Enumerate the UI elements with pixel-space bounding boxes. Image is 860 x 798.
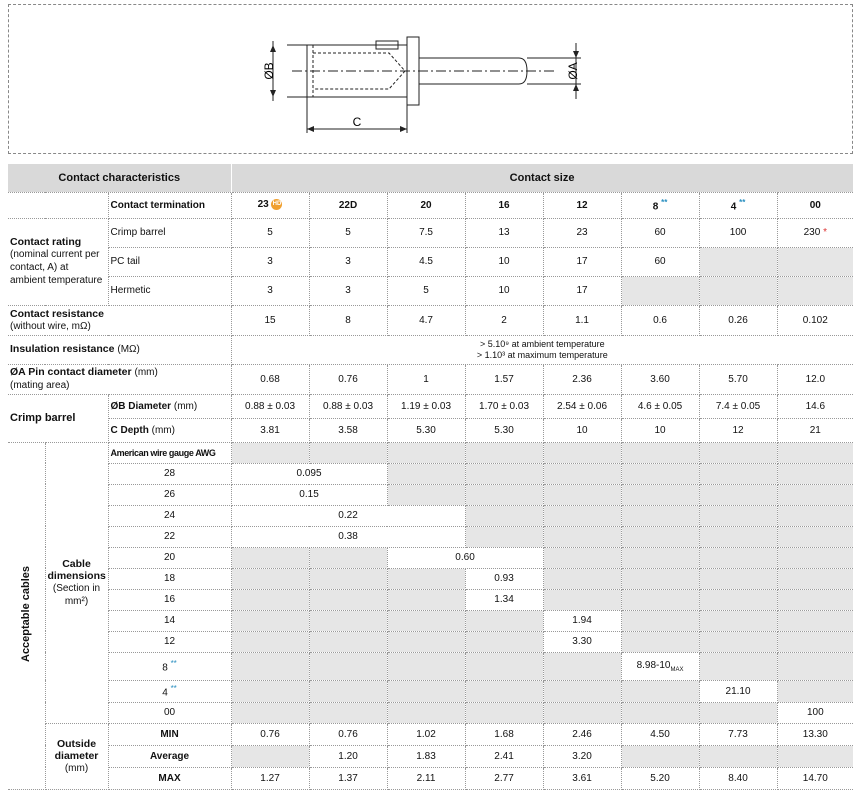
size-12: 12 — [543, 192, 621, 218]
empty-cell — [231, 589, 309, 610]
empty-cell — [777, 589, 853, 610]
empty-cell — [465, 610, 543, 631]
value-cell: 4.6 ± 0.05 — [621, 394, 699, 418]
empty-cell — [309, 547, 387, 568]
value-cell: 8 — [309, 305, 387, 335]
gauge-label: 00 — [108, 702, 231, 723]
value-cell: 15 — [231, 305, 309, 335]
value-cell: 3 — [309, 276, 387, 305]
gauge-label: 20 — [108, 547, 231, 568]
spec-table — [8, 164, 854, 790]
size-16: 16 — [465, 192, 543, 218]
empty-cell — [465, 442, 543, 463]
value-cell: 3.61 — [543, 767, 621, 789]
awg-row-8 — [8, 652, 853, 680]
value-cell: 14.70 — [777, 767, 853, 789]
empty-cell — [777, 276, 853, 305]
empty-cell — [621, 680, 699, 702]
empty-cell — [309, 442, 387, 463]
cable-dimensions-label: Cable dimensions (Section in mm²) — [45, 442, 108, 723]
value-cell: 3 — [231, 247, 309, 276]
empty-cell — [699, 702, 777, 723]
value-cell: 100 — [777, 702, 853, 723]
empty-cell — [543, 484, 621, 505]
rating-row-hermetic — [8, 276, 853, 305]
empty-cell — [699, 589, 777, 610]
double-star-icon: ** — [661, 197, 668, 207]
empty-cell — [465, 484, 543, 505]
resistance-label: Contact resistance (without wire, mΩ) — [8, 305, 231, 335]
empty-cell — [777, 745, 853, 767]
value-cell: 60 — [621, 218, 699, 247]
empty-cell — [621, 547, 699, 568]
empty-cell — [621, 505, 699, 526]
value-cell: 3.20 — [543, 745, 621, 767]
empty-cell — [699, 568, 777, 589]
empty-cell — [699, 505, 777, 526]
gauge-label: 28 — [108, 463, 231, 484]
value-cell: 2.77 — [465, 767, 543, 789]
value-cell: 7.4 ± 0.05 — [699, 394, 777, 418]
empty-cell — [231, 702, 309, 723]
value-cell: 0.76 — [309, 364, 387, 394]
value-cell: 0.22 — [231, 505, 465, 526]
hd-badge-icon: HD — [271, 199, 282, 210]
size-23: 23 HD — [231, 192, 309, 218]
termination-label: Contact termination — [108, 192, 231, 218]
label-c: C — [352, 115, 362, 129]
od-max-row — [8, 767, 853, 789]
value-cell: 1.94 — [543, 610, 621, 631]
value-cell: 0.76 — [231, 723, 309, 745]
label-a: ØA — [566, 62, 580, 80]
value-cell: 21.10 — [699, 680, 777, 702]
rating-row-pc — [8, 247, 853, 276]
value-cell: 0.26 — [699, 305, 777, 335]
header-row — [8, 164, 853, 192]
size-20: 20 — [387, 192, 465, 218]
empty-cell — [621, 589, 699, 610]
empty-cell — [465, 652, 543, 680]
average-label: Average — [108, 745, 231, 767]
value-cell: 3.58 — [309, 418, 387, 442]
empty-cell — [231, 631, 309, 652]
value-cell: 2 — [465, 305, 543, 335]
awg-row-26 — [8, 484, 853, 505]
empty-cell — [543, 442, 621, 463]
value-cell: 12.0 — [777, 364, 853, 394]
empty-cell — [699, 631, 777, 652]
value-cell: 230 * — [777, 218, 853, 247]
max-label: MAX — [108, 767, 231, 789]
gauge-label: 26 — [108, 484, 231, 505]
empty-cell — [777, 526, 853, 547]
empty-cell — [465, 631, 543, 652]
value-cell: 0.88 ± 0.03 — [309, 394, 387, 418]
empty-cell — [387, 442, 465, 463]
empty-cell — [387, 680, 465, 702]
value-cell: 1.57 — [465, 364, 543, 394]
value-cell: 0.102 — [777, 305, 853, 335]
awg-row-00 — [8, 702, 853, 723]
empty-cell — [543, 589, 621, 610]
value-cell: 5.70 — [699, 364, 777, 394]
empty-cell — [699, 247, 777, 276]
double-star-icon: ** — [170, 683, 177, 693]
value-cell: 17 — [543, 247, 621, 276]
empty-cell — [231, 568, 309, 589]
empty-cell — [699, 484, 777, 505]
gauge-label: 22 — [108, 526, 231, 547]
empty-cell — [621, 463, 699, 484]
empty-cell — [309, 568, 387, 589]
value-cell: 60 — [621, 247, 699, 276]
value-cell: 1.02 — [387, 723, 465, 745]
size-4: 4 ** — [699, 192, 777, 218]
empty-cell — [387, 589, 465, 610]
gauge-label: 14 — [108, 610, 231, 631]
empty-cell — [699, 652, 777, 680]
empty-cell — [621, 526, 699, 547]
value-cell: 3.30 — [543, 631, 621, 652]
gauge-label: 4 ** — [108, 680, 231, 702]
empty-cell — [543, 702, 621, 723]
value-cell: 1.1 — [543, 305, 621, 335]
empty-cell — [387, 610, 465, 631]
size-22d: 22D — [309, 192, 387, 218]
value-cell: 2.41 — [465, 745, 543, 767]
rating-crimp-label: Crimp barrel — [108, 218, 231, 247]
empty-cell — [621, 568, 699, 589]
awg-header: American wire gauge AWG — [108, 442, 231, 463]
contact-diagram — [9, 5, 854, 155]
gauge-label: 24 — [108, 505, 231, 526]
awg-row-18 — [8, 568, 853, 589]
empty-cell — [387, 463, 465, 484]
value-cell: 13.30 — [777, 723, 853, 745]
value-cell: 1.83 — [387, 745, 465, 767]
awg-row-14 — [8, 610, 853, 631]
value-cell: 0.095 — [231, 463, 387, 484]
value-cell: 10 — [465, 276, 543, 305]
empty-cell — [231, 745, 309, 767]
value-cell: 7.5 — [387, 218, 465, 247]
empty-cell — [543, 526, 621, 547]
value-cell: 14.6 — [777, 394, 853, 418]
empty-cell — [465, 463, 543, 484]
empty-cell — [699, 276, 777, 305]
empty-cell — [621, 484, 699, 505]
empty-cell — [387, 702, 465, 723]
crimp-diameter-row — [8, 394, 853, 418]
double-star-icon: ** — [739, 197, 746, 207]
empty-cell — [777, 505, 853, 526]
value-cell: 3.60 — [621, 364, 699, 394]
empty-cell — [699, 463, 777, 484]
value-cell: 5.30 — [387, 418, 465, 442]
contact-drawing — [8, 4, 853, 154]
empty-cell — [699, 547, 777, 568]
empty-cell — [543, 680, 621, 702]
empty-cell — [543, 463, 621, 484]
crimp-barrel-label: Crimp barrel — [8, 394, 108, 442]
value-cell: 0.76 — [309, 723, 387, 745]
empty-cell — [465, 526, 543, 547]
value-cell: 2.54 ± 0.06 — [543, 394, 621, 418]
value-cell: 2.36 — [543, 364, 621, 394]
rating-row-crimp — [8, 218, 853, 247]
value-cell: 1.27 — [231, 767, 309, 789]
gauge-label: 12 — [108, 631, 231, 652]
value-cell: 4.5 — [387, 247, 465, 276]
rating-pc-label: PC tail — [108, 247, 231, 276]
double-star-icon: ** — [170, 658, 177, 668]
empty-cell — [699, 610, 777, 631]
min-label: MIN — [108, 723, 231, 745]
empty-cell — [309, 589, 387, 610]
value-cell: 2.46 — [543, 723, 621, 745]
value-cell: 1.20 — [309, 745, 387, 767]
value-cell: 0.15 — [231, 484, 387, 505]
rating-hermetic-label: Hermetic — [108, 276, 231, 305]
awg-row-12 — [8, 631, 853, 652]
value-cell: 4.7 — [387, 305, 465, 335]
value-cell: 0.6 — [621, 305, 699, 335]
value-cell: 3.81 — [231, 418, 309, 442]
value-cell: 8.40 — [699, 767, 777, 789]
empty-cell — [699, 442, 777, 463]
empty-cell — [699, 526, 777, 547]
empty-cell — [309, 652, 387, 680]
value-cell: 3 — [231, 276, 309, 305]
label-b: ØB — [262, 62, 276, 80]
empty-cell — [777, 568, 853, 589]
empty-cell — [621, 610, 699, 631]
empty-cell — [621, 702, 699, 723]
value-cell: 4.50 — [621, 723, 699, 745]
empty-cell — [777, 652, 853, 680]
empty-cell — [543, 505, 621, 526]
value-cell: 10 — [465, 247, 543, 276]
header-contact-size: Contact size — [231, 164, 853, 192]
value-cell: $8.98-10_{MAX}$ — [621, 652, 699, 680]
termination-row — [8, 192, 853, 218]
resistance-row — [8, 305, 853, 335]
insulation-row — [8, 335, 853, 364]
value-cell: 0.60 — [387, 547, 543, 568]
value-cell: 0.38 — [231, 526, 465, 547]
empty-cell — [621, 631, 699, 652]
empty-cell — [777, 463, 853, 484]
asterisk-note: * — [823, 227, 827, 238]
empty-cell — [231, 652, 309, 680]
crimp-depth-row — [8, 418, 853, 442]
value-cell: 5 — [387, 276, 465, 305]
value-cell: 1.19 ± 0.03 — [387, 394, 465, 418]
value-cell: 100 — [699, 218, 777, 247]
value-cell: 1.68 — [465, 723, 543, 745]
empty-cell — [387, 484, 465, 505]
awg-row-20 — [8, 547, 853, 568]
empty-cell — [231, 547, 309, 568]
empty-cell — [699, 745, 777, 767]
empty-cell — [777, 247, 853, 276]
empty-cell — [309, 702, 387, 723]
empty-cell — [387, 568, 465, 589]
value-cell: 10 — [543, 418, 621, 442]
value-cell: 5 — [231, 218, 309, 247]
value-cell: 1.37 — [309, 767, 387, 789]
gauge-label: 16 — [108, 589, 231, 610]
gauge-label: 8 ** — [108, 652, 231, 680]
value-cell: 12 — [699, 418, 777, 442]
empty-cell — [387, 652, 465, 680]
value-cell: 3 — [309, 247, 387, 276]
size-8: 8 ** — [621, 192, 699, 218]
value-cell: 13 — [465, 218, 543, 247]
empty-cell — [777, 442, 853, 463]
empty-cell — [543, 568, 621, 589]
value-cell: 5.30 — [465, 418, 543, 442]
awg-row-4 — [8, 680, 853, 702]
empty-cell — [231, 442, 309, 463]
awg-row-24 — [8, 505, 853, 526]
empty-cell — [621, 745, 699, 767]
od-avg-row — [8, 745, 853, 767]
empty-cell — [543, 652, 621, 680]
empty-cell — [387, 631, 465, 652]
value-cell: 2.11 — [387, 767, 465, 789]
empty-cell — [543, 547, 621, 568]
awg-row-28 — [8, 463, 853, 484]
empty-cell — [231, 610, 309, 631]
value-cell: 0.88 ± 0.03 — [231, 394, 309, 418]
empty-cell — [621, 442, 699, 463]
empty-cell — [777, 547, 853, 568]
gauge-label: 18 — [108, 568, 231, 589]
pin-diameter-row — [8, 364, 853, 394]
value-cell: 7.73 — [699, 723, 777, 745]
empty-cell — [621, 276, 699, 305]
outside-diameter-label: Outside diameter (mm) — [45, 723, 108, 789]
value-cell: 23 — [543, 218, 621, 247]
header-characteristics: Contact characteristics — [8, 164, 231, 192]
empty-cell — [777, 631, 853, 652]
acceptable-cables-label: Acceptable cables — [8, 442, 45, 789]
insulation-value: > 5.10⁹ at ambient temperature > 1.10³ at maximum temperature — [231, 335, 853, 364]
empty-cell — [465, 702, 543, 723]
empty-cell — [777, 484, 853, 505]
empty-cell — [309, 680, 387, 702]
empty-cell — [465, 680, 543, 702]
empty-cell — [231, 680, 309, 702]
value-cell: 1 — [387, 364, 465, 394]
value-cell: 5.20 — [621, 767, 699, 789]
crimp-depth-label: C Depth (mm) — [108, 418, 231, 442]
size-00: 00 — [777, 192, 853, 218]
value-cell: 0.93 — [465, 568, 543, 589]
empty-cell — [465, 505, 543, 526]
od-min-row — [8, 723, 853, 745]
awg-row-16 — [8, 589, 853, 610]
value-cell: 17 — [543, 276, 621, 305]
empty-cell — [309, 631, 387, 652]
awg-header-row — [8, 442, 853, 463]
insulation-label: Insulation resistance (MΩ) — [8, 335, 231, 364]
crimp-diameter-label: ØB Diameter (mm) — [108, 394, 231, 418]
pin-diameter-label: ØA Pin contact diameter (mm) (mating area) — [8, 364, 231, 394]
value-cell: 1.34 — [465, 589, 543, 610]
empty-cell — [777, 610, 853, 631]
empty-cell — [777, 680, 853, 702]
value-cell: 1.70 ± 0.03 — [465, 394, 543, 418]
value-cell: 21 — [777, 418, 853, 442]
value-cell: 0.68 — [231, 364, 309, 394]
rating-label: Contact rating (nominal current per contact, A) at ambient temperature — [8, 218, 108, 305]
awg-row-22 — [8, 526, 853, 547]
empty-cell — [309, 610, 387, 631]
value-cell: 10 — [621, 418, 699, 442]
value-cell: 5 — [309, 218, 387, 247]
